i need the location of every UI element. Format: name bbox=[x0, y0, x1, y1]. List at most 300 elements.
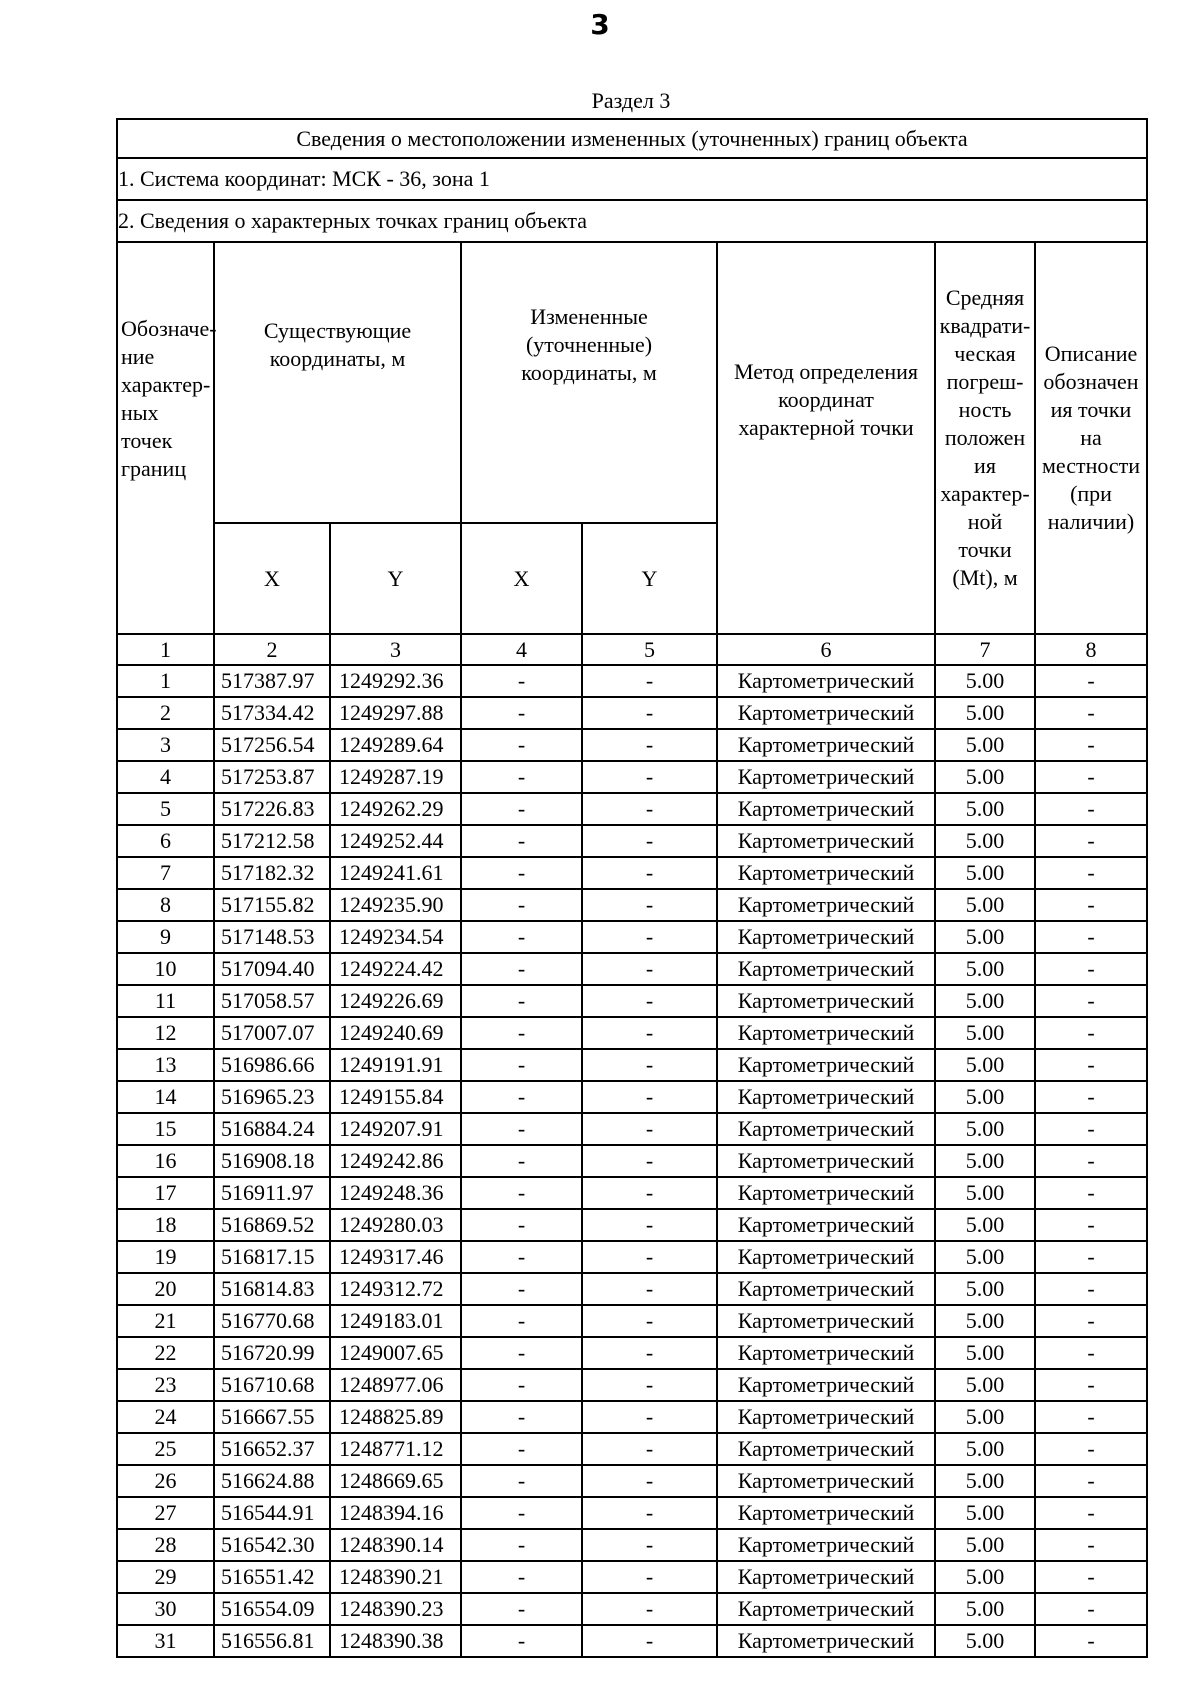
table-row bbox=[117, 1497, 1147, 1529]
point-number-cell: 20 bbox=[117, 1273, 214, 1305]
description-cell: - bbox=[1035, 1305, 1147, 1337]
existing-x-cell: 517155.82 bbox=[214, 889, 330, 921]
existing-x-cell: 516720.99 bbox=[214, 1337, 330, 1369]
changed-x-cell: - bbox=[461, 825, 582, 857]
changed-y-cell: - bbox=[582, 953, 717, 985]
existing-y-cell: 1248390.23 bbox=[330, 1593, 461, 1625]
changed-y-cell: - bbox=[582, 1081, 717, 1113]
method-cell: Картометрический bbox=[717, 1113, 935, 1145]
existing-y-cell: 1249297.88 bbox=[330, 697, 461, 729]
mt-value-cell: 5.00 bbox=[935, 985, 1035, 1017]
table-row bbox=[117, 1241, 1147, 1273]
existing-y-cell: 1248669.65 bbox=[330, 1465, 461, 1497]
changed-y-cell: - bbox=[582, 1465, 717, 1497]
changed-x-cell: - bbox=[461, 697, 582, 729]
method-cell: Картометрический bbox=[717, 1337, 935, 1369]
point-number-cell: 26 bbox=[117, 1465, 214, 1497]
method-cell: Картометрический bbox=[717, 729, 935, 761]
changed-x-cell: - bbox=[461, 985, 582, 1017]
mt-value-cell: 5.00 bbox=[935, 1177, 1035, 1209]
mt-value-cell: 5.00 bbox=[935, 1593, 1035, 1625]
table-row bbox=[117, 985, 1147, 1017]
changed-y-cell: - bbox=[582, 1497, 717, 1529]
mt-value-cell: 5.00 bbox=[935, 1561, 1035, 1593]
changed-y-cell: - bbox=[582, 985, 717, 1017]
table-row bbox=[117, 1049, 1147, 1081]
changed-y-cell: - bbox=[582, 889, 717, 921]
column-number: 4 bbox=[461, 634, 582, 665]
changed-y-cell: - bbox=[582, 697, 717, 729]
method-cell: Картометрический bbox=[717, 1465, 935, 1497]
table-row bbox=[117, 1273, 1147, 1305]
existing-y-cell: 1249007.65 bbox=[330, 1337, 461, 1369]
table-row bbox=[117, 1529, 1147, 1561]
table-row bbox=[117, 1337, 1147, 1369]
description-cell: - bbox=[1035, 697, 1147, 729]
table-title: Сведения о местоположении измененных (уточненных) границ объекта bbox=[117, 119, 1147, 158]
mt-value-cell: 5.00 bbox=[935, 1209, 1035, 1241]
existing-y-cell: 1249224.42 bbox=[330, 953, 461, 985]
point-number-cell: 3 bbox=[117, 729, 214, 761]
description-cell: - bbox=[1035, 1529, 1147, 1561]
existing-y-cell: 1249262.29 bbox=[330, 793, 461, 825]
existing-y-cell: 1249241.61 bbox=[330, 857, 461, 889]
method-cell: Картометрический bbox=[717, 761, 935, 793]
column-number-row bbox=[117, 634, 1147, 665]
header-mt: Средняя квадрати- ческая погреш- ность положен ия характер- ной точки (Mt), м bbox=[935, 242, 1035, 634]
existing-y-cell: 1249155.84 bbox=[330, 1081, 461, 1113]
point-number-cell: 13 bbox=[117, 1049, 214, 1081]
changed-y-cell: - bbox=[582, 1241, 717, 1273]
changed-y-cell: - bbox=[582, 1561, 717, 1593]
changed-y-cell: - bbox=[582, 761, 717, 793]
method-cell: Картометрический bbox=[717, 1241, 935, 1273]
table-row bbox=[117, 921, 1147, 953]
changed-y-cell: - bbox=[582, 1337, 717, 1369]
method-cell: Картометрический bbox=[717, 825, 935, 857]
header-changed-coords: Измененные (уточненные) координаты, м bbox=[461, 242, 717, 523]
method-cell: Картометрический bbox=[717, 1017, 935, 1049]
method-cell: Картометрический bbox=[717, 1497, 935, 1529]
description-cell: - bbox=[1035, 1145, 1147, 1177]
method-cell: Картометрический bbox=[717, 1209, 935, 1241]
existing-x-cell: 516869.52 bbox=[214, 1209, 330, 1241]
changed-x-cell: - bbox=[461, 1145, 582, 1177]
method-cell: Картометрический bbox=[717, 985, 935, 1017]
description-cell: - bbox=[1035, 1369, 1147, 1401]
description-cell: - bbox=[1035, 889, 1147, 921]
header-designation: Обозначе- ние характер- ных точек границ bbox=[117, 242, 214, 634]
description-cell: - bbox=[1035, 921, 1147, 953]
description-cell: - bbox=[1035, 1593, 1147, 1625]
table-row bbox=[117, 793, 1147, 825]
existing-y-cell: 1249252.44 bbox=[330, 825, 461, 857]
changed-y-cell: - bbox=[582, 1145, 717, 1177]
section-label: Раздел 3 bbox=[591, 88, 671, 113]
column-number: 7 bbox=[935, 634, 1035, 665]
description-cell: - bbox=[1035, 985, 1147, 1017]
changed-y-cell: - bbox=[582, 1017, 717, 1049]
existing-y-cell: 1248394.16 bbox=[330, 1497, 461, 1529]
description-cell: - bbox=[1035, 1017, 1147, 1049]
point-number-cell: 9 bbox=[117, 921, 214, 953]
changed-y-cell: - bbox=[582, 1369, 717, 1401]
changed-x-cell: - bbox=[461, 1369, 582, 1401]
changed-x-cell: - bbox=[461, 729, 582, 761]
point-number-cell: 23 bbox=[117, 1369, 214, 1401]
mt-value-cell: 5.00 bbox=[935, 1113, 1035, 1145]
description-cell: - bbox=[1035, 857, 1147, 889]
method-cell: Картометрический bbox=[717, 1145, 935, 1177]
existing-x-cell: 516911.97 bbox=[214, 1177, 330, 1209]
point-number-cell: 28 bbox=[117, 1529, 214, 1561]
changed-x-cell: - bbox=[461, 1049, 582, 1081]
description-cell: - bbox=[1035, 1209, 1147, 1241]
description-cell: - bbox=[1035, 1497, 1147, 1529]
existing-x-cell: 516965.23 bbox=[214, 1081, 330, 1113]
existing-x-cell: 517148.53 bbox=[214, 921, 330, 953]
description-cell: - bbox=[1035, 1465, 1147, 1497]
method-cell: Картометрический bbox=[717, 857, 935, 889]
description-cell: - bbox=[1035, 793, 1147, 825]
point-number-cell: 10 bbox=[117, 953, 214, 985]
existing-x-cell: 516770.68 bbox=[214, 1305, 330, 1337]
point-number-cell: 15 bbox=[117, 1113, 214, 1145]
description-cell: - bbox=[1035, 665, 1147, 697]
table-row bbox=[117, 1401, 1147, 1433]
changed-y-cell: - bbox=[582, 1433, 717, 1465]
method-cell: Картометрический bbox=[717, 1593, 935, 1625]
point-number-cell: 8 bbox=[117, 889, 214, 921]
method-cell: Картометрический bbox=[717, 1625, 935, 1657]
changed-y-cell: - bbox=[582, 857, 717, 889]
method-cell: Картометрический bbox=[717, 1273, 935, 1305]
changed-x-cell: - bbox=[461, 889, 582, 921]
point-number-cell: 25 bbox=[117, 1433, 214, 1465]
existing-y-cell: 1249207.91 bbox=[330, 1113, 461, 1145]
existing-y-cell: 1249240.69 bbox=[330, 1017, 461, 1049]
method-cell: Картометрический bbox=[717, 1433, 935, 1465]
description-cell: - bbox=[1035, 1049, 1147, 1081]
description-cell: - bbox=[1035, 953, 1147, 985]
changed-y-cell: - bbox=[582, 793, 717, 825]
existing-x-cell: 516817.15 bbox=[214, 1241, 330, 1273]
point-number-cell: 6 bbox=[117, 825, 214, 857]
description-cell: - bbox=[1035, 1113, 1147, 1145]
changed-y-cell: - bbox=[582, 1593, 717, 1625]
existing-x-cell: 516652.37 bbox=[214, 1433, 330, 1465]
existing-y-cell: 1249234.54 bbox=[330, 921, 461, 953]
existing-x-cell: 516908.18 bbox=[214, 1145, 330, 1177]
table-row bbox=[117, 1369, 1147, 1401]
existing-y-cell: 1248977.06 bbox=[330, 1369, 461, 1401]
changed-y-cell: - bbox=[582, 825, 717, 857]
description-cell: - bbox=[1035, 1561, 1147, 1593]
existing-x-cell: 517387.97 bbox=[214, 665, 330, 697]
table-row bbox=[117, 729, 1147, 761]
method-cell: Картометрический bbox=[717, 953, 935, 985]
changed-y-cell: - bbox=[582, 1625, 717, 1657]
method-cell: Картометрический bbox=[717, 1529, 935, 1561]
description-cell: - bbox=[1035, 1401, 1147, 1433]
table-row bbox=[117, 1465, 1147, 1497]
table-row bbox=[117, 1593, 1147, 1625]
column-number: 3 bbox=[330, 634, 461, 665]
point-number-cell: 2 bbox=[117, 697, 214, 729]
point-number-cell: 22 bbox=[117, 1337, 214, 1369]
existing-x-cell: 517182.32 bbox=[214, 857, 330, 889]
table-row bbox=[117, 1113, 1147, 1145]
existing-x-cell: 516551.42 bbox=[214, 1561, 330, 1593]
description-cell: - bbox=[1035, 1625, 1147, 1657]
existing-y-cell: 1249280.03 bbox=[330, 1209, 461, 1241]
table-row bbox=[117, 889, 1147, 921]
mt-value-cell: 5.00 bbox=[935, 825, 1035, 857]
point-number-cell: 31 bbox=[117, 1625, 214, 1657]
mt-value-cell: 5.00 bbox=[935, 665, 1035, 697]
changed-y-cell: - bbox=[582, 1177, 717, 1209]
mt-value-cell: 5.00 bbox=[935, 1369, 1035, 1401]
description-cell: - bbox=[1035, 729, 1147, 761]
point-number-cell: 16 bbox=[117, 1145, 214, 1177]
point-number-cell: 4 bbox=[117, 761, 214, 793]
mt-value-cell: 5.00 bbox=[935, 953, 1035, 985]
changed-y-cell: - bbox=[582, 1401, 717, 1433]
changed-x-cell: - bbox=[461, 1177, 582, 1209]
changed-x-cell: - bbox=[461, 1529, 582, 1561]
changed-x-cell: - bbox=[461, 1337, 582, 1369]
points-heading: 2. Сведения о характерных точках границ объекта bbox=[117, 200, 1147, 242]
existing-y-cell: 1248390.14 bbox=[330, 1529, 461, 1561]
point-number-cell: 30 bbox=[117, 1593, 214, 1625]
mt-value-cell: 5.00 bbox=[935, 1337, 1035, 1369]
changed-x-cell: - bbox=[461, 953, 582, 985]
changed-x-cell: - bbox=[461, 1593, 582, 1625]
mt-value-cell: 5.00 bbox=[935, 729, 1035, 761]
column-number: 1 bbox=[117, 634, 214, 665]
changed-y-cell: - bbox=[582, 1049, 717, 1081]
existing-x-cell: 516556.81 bbox=[214, 1625, 330, 1657]
changed-y-cell: - bbox=[582, 1305, 717, 1337]
header-x-changed: X bbox=[461, 523, 582, 634]
point-number-cell: 7 bbox=[117, 857, 214, 889]
mt-value-cell: 5.00 bbox=[935, 1145, 1035, 1177]
mt-value-cell: 5.00 bbox=[935, 1017, 1035, 1049]
changed-x-cell: - bbox=[461, 761, 582, 793]
existing-y-cell: 1249226.69 bbox=[330, 985, 461, 1017]
changed-x-cell: - bbox=[461, 1465, 582, 1497]
mt-value-cell: 5.00 bbox=[935, 1401, 1035, 1433]
changed-x-cell: - bbox=[461, 1017, 582, 1049]
method-cell: Картометрический bbox=[717, 1305, 935, 1337]
changed-y-cell: - bbox=[582, 1209, 717, 1241]
existing-y-cell: 1249312.72 bbox=[330, 1273, 461, 1305]
method-cell: Картометрический bbox=[717, 1561, 935, 1593]
point-number-cell: 21 bbox=[117, 1305, 214, 1337]
mt-value-cell: 5.00 bbox=[935, 1625, 1035, 1657]
changed-x-cell: - bbox=[461, 1401, 582, 1433]
existing-x-cell: 517094.40 bbox=[214, 953, 330, 985]
existing-y-cell: 1249235.90 bbox=[330, 889, 461, 921]
method-cell: Картометрический bbox=[717, 921, 935, 953]
boundary-points-table bbox=[116, 118, 1148, 1658]
method-cell: Картометрический bbox=[717, 665, 935, 697]
table-row bbox=[117, 857, 1147, 889]
changed-x-cell: - bbox=[461, 1081, 582, 1113]
mt-value-cell: 5.00 bbox=[935, 761, 1035, 793]
mt-value-cell: 5.00 bbox=[935, 1049, 1035, 1081]
existing-y-cell: 1249191.91 bbox=[330, 1049, 461, 1081]
point-number-cell: 5 bbox=[117, 793, 214, 825]
description-cell: - bbox=[1035, 1241, 1147, 1273]
point-number-cell: 14 bbox=[117, 1081, 214, 1113]
description-cell: - bbox=[1035, 1433, 1147, 1465]
mt-value-cell: 5.00 bbox=[935, 1305, 1035, 1337]
mt-value-cell: 5.00 bbox=[935, 889, 1035, 921]
existing-y-cell: 1248771.12 bbox=[330, 1433, 461, 1465]
changed-x-cell: - bbox=[461, 1209, 582, 1241]
changed-y-cell: - bbox=[582, 1529, 717, 1561]
method-cell: Картометрический bbox=[717, 697, 935, 729]
changed-y-cell: - bbox=[582, 1273, 717, 1305]
existing-x-cell: 517256.54 bbox=[214, 729, 330, 761]
changed-x-cell: - bbox=[461, 921, 582, 953]
point-number-cell: 11 bbox=[117, 985, 214, 1017]
table-row bbox=[117, 1017, 1147, 1049]
existing-x-cell: 516542.30 bbox=[214, 1529, 330, 1561]
method-cell: Картометрический bbox=[717, 1401, 935, 1433]
changed-y-cell: - bbox=[582, 665, 717, 697]
table-row bbox=[117, 953, 1147, 985]
mt-value-cell: 5.00 bbox=[935, 697, 1035, 729]
point-number-cell: 24 bbox=[117, 1401, 214, 1433]
mt-value-cell: 5.00 bbox=[935, 793, 1035, 825]
existing-y-cell: 1248390.21 bbox=[330, 1561, 461, 1593]
existing-x-cell: 517007.07 bbox=[214, 1017, 330, 1049]
point-number-cell: 1 bbox=[117, 665, 214, 697]
table-row bbox=[117, 665, 1147, 697]
description-cell: - bbox=[1035, 1081, 1147, 1113]
existing-x-cell: 516624.88 bbox=[214, 1465, 330, 1497]
changed-x-cell: - bbox=[461, 793, 582, 825]
table-row bbox=[117, 1433, 1147, 1465]
existing-y-cell: 1249183.01 bbox=[330, 1305, 461, 1337]
existing-x-cell: 516544.91 bbox=[214, 1497, 330, 1529]
point-number-cell: 27 bbox=[117, 1497, 214, 1529]
mt-value-cell: 5.00 bbox=[935, 1273, 1035, 1305]
table-row bbox=[117, 1625, 1147, 1657]
header-description: Описание обозначен ия точки на местности (при наличии) bbox=[1035, 242, 1147, 634]
mt-value-cell: 5.00 bbox=[935, 1465, 1035, 1497]
method-cell: Картометрический bbox=[717, 1369, 935, 1401]
column-number: 5 bbox=[582, 634, 717, 665]
table-row bbox=[117, 1145, 1147, 1177]
existing-x-cell: 516884.24 bbox=[214, 1113, 330, 1145]
table-row bbox=[117, 1177, 1147, 1209]
point-number-cell: 29 bbox=[117, 1561, 214, 1593]
description-cell: - bbox=[1035, 1337, 1147, 1369]
existing-y-cell: 1249317.46 bbox=[330, 1241, 461, 1273]
changed-x-cell: - bbox=[461, 1625, 582, 1657]
header-x-existing: X bbox=[214, 523, 330, 634]
mt-value-cell: 5.00 bbox=[935, 921, 1035, 953]
changed-x-cell: - bbox=[461, 1561, 582, 1593]
existing-x-cell: 516554.09 bbox=[214, 1593, 330, 1625]
column-number: 2 bbox=[214, 634, 330, 665]
table-row bbox=[117, 1209, 1147, 1241]
existing-x-cell: 516710.68 bbox=[214, 1369, 330, 1401]
existing-y-cell: 1249248.36 bbox=[330, 1177, 461, 1209]
existing-y-cell: 1249289.64 bbox=[330, 729, 461, 761]
existing-x-cell: 516667.55 bbox=[214, 1401, 330, 1433]
point-number-cell: 19 bbox=[117, 1241, 214, 1273]
changed-x-cell: - bbox=[461, 1305, 582, 1337]
method-cell: Картометрический bbox=[717, 1081, 935, 1113]
changed-y-cell: - bbox=[582, 1113, 717, 1145]
description-cell: - bbox=[1035, 761, 1147, 793]
header-y-changed: Y bbox=[582, 523, 717, 634]
table-row bbox=[117, 761, 1147, 793]
point-number-cell: 12 bbox=[117, 1017, 214, 1049]
coordinate-system: 1. Система координат: МСК - 36, зона 1 bbox=[117, 158, 1147, 200]
header-y-existing: Y bbox=[330, 523, 461, 634]
mt-value-cell: 5.00 bbox=[935, 857, 1035, 889]
changed-x-cell: - bbox=[461, 1273, 582, 1305]
method-cell: Картометрический bbox=[717, 1049, 935, 1081]
mt-value-cell: 5.00 bbox=[935, 1433, 1035, 1465]
mt-value-cell: 5.00 bbox=[935, 1241, 1035, 1273]
method-cell: Картометрический bbox=[717, 1177, 935, 1209]
mt-value-cell: 5.00 bbox=[935, 1081, 1035, 1113]
existing-x-cell: 517253.87 bbox=[214, 761, 330, 793]
column-number: 6 bbox=[717, 634, 935, 665]
table-row bbox=[117, 1561, 1147, 1593]
existing-x-cell: 517058.57 bbox=[214, 985, 330, 1017]
existing-x-cell: 517334.42 bbox=[214, 697, 330, 729]
existing-y-cell: 1249242.86 bbox=[330, 1145, 461, 1177]
existing-x-cell: 516986.66 bbox=[214, 1049, 330, 1081]
table-row bbox=[117, 1081, 1147, 1113]
mt-value-cell: 5.00 bbox=[935, 1529, 1035, 1561]
point-number-cell: 17 bbox=[117, 1177, 214, 1209]
changed-x-cell: - bbox=[461, 665, 582, 697]
existing-y-cell: 1248825.89 bbox=[330, 1401, 461, 1433]
existing-y-cell: 1249292.36 bbox=[330, 665, 461, 697]
mt-value-cell: 5.00 bbox=[935, 1497, 1035, 1529]
description-cell: - bbox=[1035, 825, 1147, 857]
changed-x-cell: - bbox=[461, 1497, 582, 1529]
existing-x-cell: 516814.83 bbox=[214, 1273, 330, 1305]
changed-y-cell: - bbox=[582, 729, 717, 761]
changed-x-cell: - bbox=[461, 857, 582, 889]
existing-x-cell: 517212.58 bbox=[214, 825, 330, 857]
existing-y-cell: 1248390.38 bbox=[330, 1625, 461, 1657]
table-row bbox=[117, 825, 1147, 857]
column-number: 8 bbox=[1035, 634, 1147, 665]
header-method: Метод определения координат характерной точки bbox=[717, 242, 935, 634]
table-row bbox=[117, 1305, 1147, 1337]
header-existing-coords: Существующие координаты, м bbox=[214, 242, 461, 523]
description-cell: - bbox=[1035, 1273, 1147, 1305]
changed-x-cell: - bbox=[461, 1241, 582, 1273]
changed-x-cell: - bbox=[461, 1433, 582, 1465]
method-cell: Картометрический bbox=[717, 889, 935, 921]
method-cell: Картометрический bbox=[717, 793, 935, 825]
description-cell: - bbox=[1035, 1177, 1147, 1209]
changed-x-cell: - bbox=[461, 1113, 582, 1145]
existing-y-cell: 1249287.19 bbox=[330, 761, 461, 793]
table-row bbox=[117, 697, 1147, 729]
